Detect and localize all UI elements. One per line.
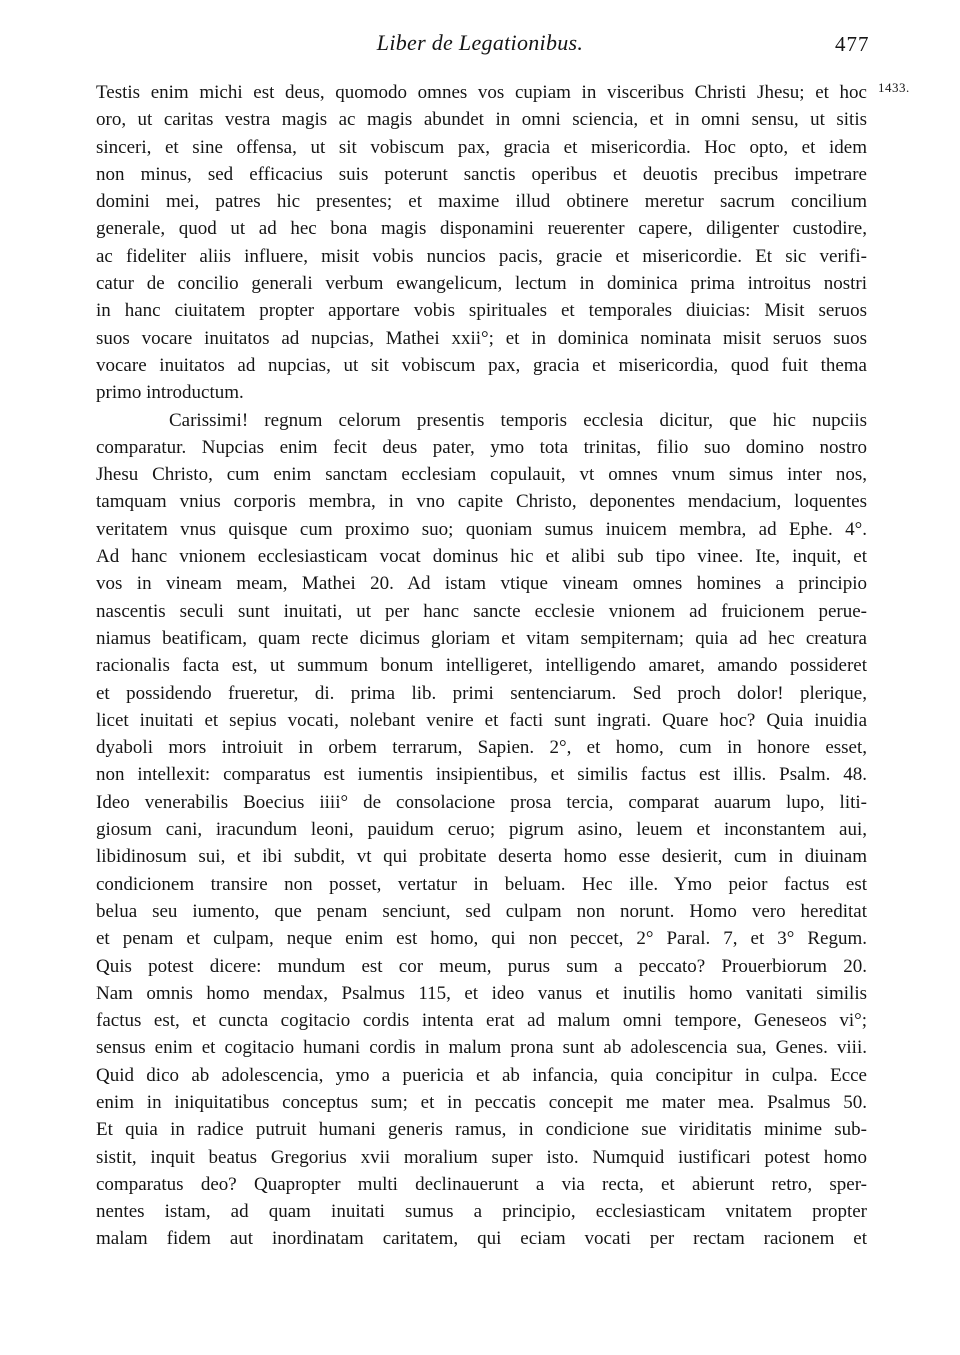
text-line: giosum cani, iracundum leoni, pauidum ceruo; pigrum asino, leuem et inconstantem aui,: [96, 819, 867, 841]
text-line: vos in vineam meam, Mathei 20. Ad istam vtique vineam omnes homines a principio: [96, 573, 867, 595]
text-line: niamus beatificam, quam recte dicimus gloriam et vitam sempiternam; quia ad hec creatura: [96, 627, 867, 649]
text-line: non minus, sed efficacius suis poterunt sanctis operibus et deuotis precibus impetrare: [96, 163, 867, 185]
text-line: belua seu iumento, que penam senciunt, sed culpam non norunt. Homo vero hereditat: [96, 900, 867, 922]
text-line: sensus enim et cogitacio humani cordis in malum prona sunt ab adolescencia sua, Genes. viii.: [96, 1037, 867, 1059]
text-line: in hanc ciuitatem propter apportare vobis spirituales et temporales diuicias: Misit seruos: [96, 300, 867, 322]
text-line: Ad hanc vnionem ecclesiasticam vocat dominus hic et alibi sub tipo vinee. Ite, inquit, et: [96, 546, 867, 568]
text-line: Jhesu Christo, cum enim sanctam ecclesiam copulauit, vt omnes vnum simus inter nos,: [96, 464, 867, 486]
text-line: comparatus deo? Quapropter multi declinauerunt a via recta, et abierunt retro, sper-: [96, 1173, 867, 1195]
page-number: 477: [835, 32, 870, 56]
text-line: primo introductum.: [96, 382, 244, 404]
text-line: libidinosum sui, et ibi subdit, vt qui probitate deserta homo esse desierit, cum in diuinam: [96, 846, 867, 868]
text-line: ac fideliter aliis influere, misit vobis nuncios pacis, gracie et misericordie. Et sic verifi-: [96, 245, 867, 267]
text-line: Nam omnis homo mendax, Psalmus 115, et ideo vanus et inutilis homo vanitati similis: [96, 982, 867, 1004]
text-line: nascentis seculi sunt inuitati, ut per hanc sancte ecclesie vnionem ad fruicionem perue-: [96, 600, 867, 622]
text-line: oro, ut caritas vestra magis ac magis abundet in omni sciencia, et in omni sensu, ut sitis: [96, 109, 867, 131]
text-line: Quis potest dicere: mundum est cor meum, purus sum a peccato? Prouerbiorum 20.: [96, 955, 867, 977]
text-line: Et quia in radice putruit humani generis ramus, in condicione sue viriditatis minime sub-: [96, 1119, 867, 1141]
text-line: veritatem vnus quisque cum proximo suo; quoniam sumus inuicem membra, ad Ephe. 4°.: [96, 518, 867, 540]
text-line: generale, quod ut ad hec bona magis disponamini reuerenter capere, diligenter custodire,: [96, 218, 867, 240]
text-line: domini mei, patres hic presentes; et maxime illud obtinere meretur sacrum concilium: [96, 191, 867, 213]
text-line: vocare inuitatos ad nupcias, ut sit vobiscum pax, gracia et misericordia, quod fuit thema: [96, 354, 867, 376]
text-line: malam fidem aut inordinatam caritatem, qui eciam vocati per rectam racionem et: [96, 1228, 867, 1250]
text-line: racionalis facta est, ut summum bonum intelligeret, intelligendo amaret, amando possideret: [96, 655, 867, 677]
text-line: et penam et culpam, neque enim est homo, qui non peccet, 2° Paral. 7, et 3° Regum.: [96, 928, 867, 950]
text-line: licet inuitati et sepius vocati, nolebant venire et facti sunt ingrati. Quare hoc? Quia inuidia: [96, 709, 867, 731]
text-line: factus est, et cuncta cogitacio cordis intenta erat ad malum omni tempore, Geneseos vi°;: [96, 1010, 867, 1032]
text-line: Quid dico ab adolescencia, ymo a puericia et ab infancia, quia concipitur in culpa. Ecce: [96, 1064, 867, 1086]
text-line: et possidendo frueretur, di. prima lib. primi sentenciarum. Sed proch dolor! plerique,: [96, 682, 867, 704]
text-line: Testis enim michi est deus, quomodo omnes vos cupiam in visceribus Christi Jhesu; et hoc: [96, 82, 867, 103]
margin-year-note: 1433.: [878, 80, 910, 95]
text-line: non intellexit: comparatus est iumentis insipientibus, et similis factus est illis. Psalm. 48.: [96, 764, 867, 786]
text-line: sinceri, et sine offensa, ut sit vobiscum pax, gracia et misericordia. Hoc opto, et idem: [96, 136, 867, 158]
text-line: nentes istam, ad quam inuitati sumus a principio, ecclesiasticam vnitatem propter: [96, 1201, 867, 1223]
body-text: [96, 79, 867, 1253]
text-line: condicionem transire non posset, vertatur in beluam. Hec ille. Ymo peior factus est: [96, 873, 867, 895]
text-line: sistit, inquit beatus Gregorius xvii moralium super isto. Numquid iustificari potest homo: [96, 1146, 867, 1168]
paragraph-start-line: Carissimi! regnum celorum presentis temporis ecclesia dicitur, que hic nupciis: [169, 409, 867, 431]
text-line: suos vocare inuitatos ad nupcias, Mathei xxii°; et in dominica nominata misit seruos suos: [96, 327, 867, 349]
text-line: catur de concilio generali verbum ewangelicum, lectum in dominica prima introitus nostri: [96, 273, 867, 295]
text-line: enim in iniquitatibus conceptus sum; et in peccatis concepit me mater mea. Psalmus 50.: [96, 1091, 867, 1113]
text-line: comparatur. Nupcias enim fecit deus pater, ymo tota trinitas, filio suo domino nostro: [96, 436, 867, 458]
text-line: dyaboli mors introiuit in orbem terrarum, Sapien. 2°, et homo, cum in honore esset,: [96, 737, 867, 759]
running-head-title: Liber de Legationibus.: [376, 30, 584, 55]
text-line: tamquam vnius corporis membra, in vno capite Christo, deponentes mendacium, loquentes: [96, 491, 867, 513]
text-line: Ideo venerabilis Boecius iiii° de consolacione prosa tercia, comparat auarum lupo, liti-: [96, 791, 867, 813]
